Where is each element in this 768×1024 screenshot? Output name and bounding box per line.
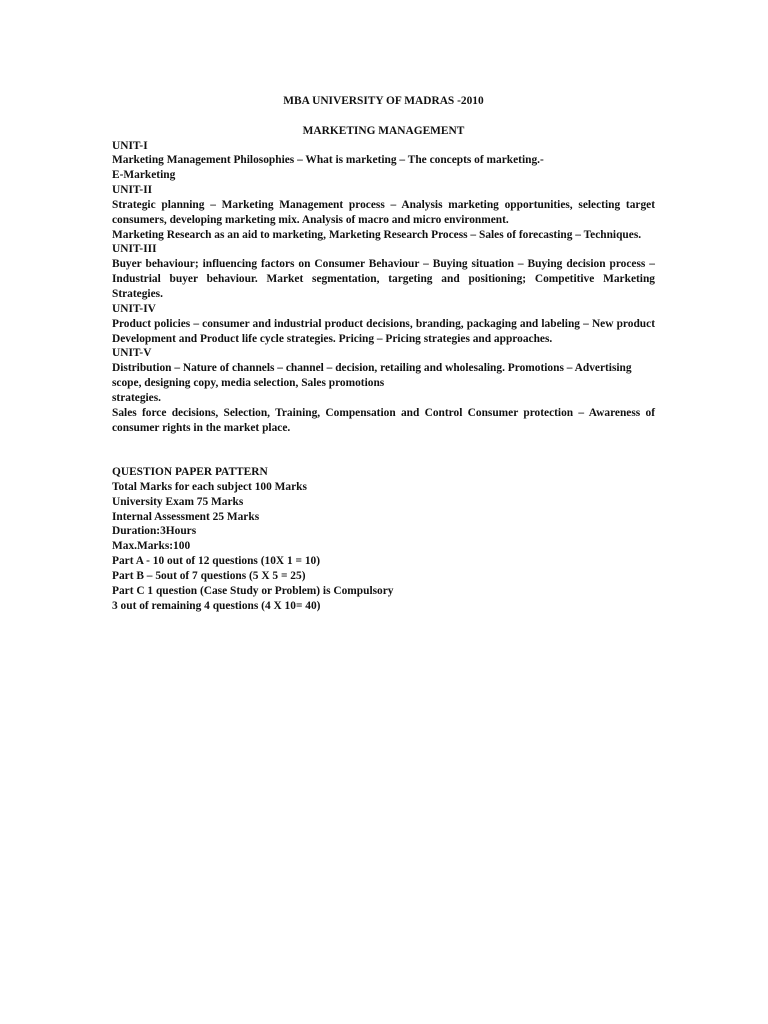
document-page xyxy=(112,94,655,614)
pattern-line: Max.Marks:100 xyxy=(112,540,191,553)
pattern-line: Internal Assessment 25 Marks xyxy=(112,510,260,523)
pattern-line: Part A - 10 out of 12 questions (10X 1 = 10) xyxy=(112,555,321,568)
pattern-line: Part B – 5out of 7 questions (5 X 5 = 25) xyxy=(112,570,306,582)
unit-heading: UNIT-I xyxy=(112,139,148,152)
unit-heading: UNIT-IV xyxy=(112,302,156,315)
unit-paragraph: Strategic planning – Marketing Management process – Analysis marketing opportunities, selecting target consumers, developing marketing mix. Analysis of macro and micro environment. xyxy=(112,198,655,226)
pattern-line: Total Marks for each subject 100 Marks xyxy=(112,480,307,493)
unit-paragraph: E-Marketing xyxy=(112,169,176,182)
unit-paragraph: Distribution – Nature of channels – channel – decision, retailing and wholesaling. Promotions – Advertising scope, designing copy, media selection, Sales promotions xyxy=(112,362,632,390)
unit-heading: UNIT-II xyxy=(112,184,153,197)
unit-paragraph: Sales force decisions, Selection, Training, Compensation and Control Consumer protection – Awareness of consumer rights in the market place. xyxy=(112,406,655,434)
pattern-line: University Exam 75 Marks xyxy=(112,495,244,508)
pattern-line: Duration:3Hours xyxy=(112,525,197,538)
subject-title: MARKETING MANAGEMENT xyxy=(302,124,465,137)
unit-paragraph: Marketing Management Philosophies – What is marketing – The concepts of marketing.- xyxy=(112,154,544,167)
unit-paragraph: Buyer behaviour; influencing factors on Consumer Behaviour – Buying situation – Buying decision process – Industrial buyer behaviour. Market segmentation, targeting and positioning; Competitive Marketing Strategies. xyxy=(112,258,655,300)
unit-heading: UNIT-III xyxy=(112,243,157,256)
unit-paragraph: Marketing Research as an aid to marketing, Marketing Research Process – Sales of forecasting – Techniques. xyxy=(112,228,642,241)
unit-heading: UNIT-V xyxy=(112,347,152,360)
pattern-heading: QUESTION PAPER PATTERN xyxy=(112,466,268,479)
unit-paragraph: strategies. xyxy=(112,391,162,404)
unit-paragraph: Product policies – consumer and industrial product decisions, branding, packaging and labeling – New product Development and Product life cycle strategies. Pricing – Pricing strategies and approaches. xyxy=(112,317,655,345)
pattern-line: 3 out of remaining 4 questions (4 X 10= 40) xyxy=(112,599,321,612)
pattern-line: Part C 1 question (Case Study or Problem) is Compulsory xyxy=(112,584,394,597)
document-title: MBA UNIVERSITY OF MADRAS -2010 xyxy=(283,95,484,107)
section-gap xyxy=(112,435,655,465)
